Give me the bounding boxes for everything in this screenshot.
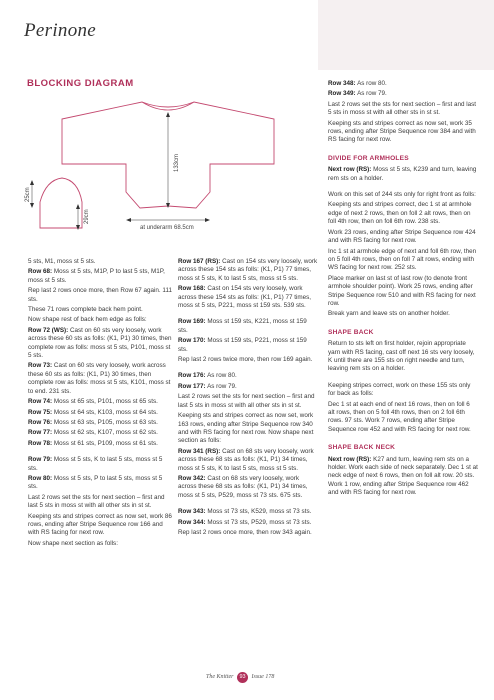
text-line: Keeping sts and stripes correct as now set, work 163 rows, ending after Stripe Sequence row 340 and with RS facing for next row. Now shape next section as folls: — [178, 412, 314, 445]
text-line: Row 75: Moss st 64 sts, K103, moss st 64 sts. — [28, 408, 158, 416]
text-line: Row 79: Moss st 5 sts, K to last 5 sts, moss st 5 sts. — [28, 456, 163, 472]
text-line: Inc 1 st at armhole edge of next and foll 6th row, then on 5 foll 4th rows, then on foll 7 alt rows, ending with WS facing for next row. 252 sts. — [328, 247, 477, 272]
text-line: Work 23 rows, ending after Stripe Sequence row 424 and with RS facing for next row. — [328, 228, 476, 245]
text-line: Row 177: As row 79. — [178, 382, 237, 390]
text-line: Next row (RS): Moss st 5 sts, K239 and turn, leaving rem sts on a holder. — [328, 166, 477, 182]
text-line: Place marker on last st of last row (to denote front armhole shoulder point). Work 25 rows, ending after Stripe Sequence row 510 and with RS facing for next row. — [328, 274, 476, 307]
text-line: Keeping sts and stripes correct as now set, work 35 rows, ending after Stripe Sequence row 384 and with RS facing for next row. — [328, 119, 476, 144]
text-line: These 71 rows complete back hem point. — [28, 306, 143, 314]
text-line: Return to sts left on first holder, rejoin appropriate yarn with RS facing, cast off next 16 sts very loosely, K until there are 155 sts on right needle and turn, leaving rem sts on a holder. — [328, 340, 475, 373]
text-line: Last 2 rows set the sts for next section – first and last 5 sts in moss st with all other sts in st st. — [178, 393, 315, 409]
magazine-name: The Knitter — [206, 674, 234, 680]
text-line: Rep last 2 rows once more, then row 343 again. — [178, 528, 312, 536]
sleeve-height-arrow-bottom — [30, 203, 34, 208]
text-line: Row 80: Moss st 5 sts, P to last 5 sts, moss st 5 sts. — [28, 474, 163, 491]
text-line: Keeping sts and stripes correct as now set, work 86 rows, ending after Stripe Sequence row 166 and with RS facing for next row. — [28, 512, 172, 537]
text-line: Row 78: Moss st 61 sts, P109, moss st 61 sts. — [28, 439, 158, 447]
page-footer — [206, 672, 274, 683]
text-line: Dec 1 st at each end of next 16 rows, then on foll 6 alt rows, then on 5 foll 4th rows, then on 2 foll 6th rows. 97 sts. Work 7 rows, ending after Stripe Sequence row 452 and with RS facing for next row. — [328, 400, 471, 433]
text-line: Next row (RS): K27 and turn, leaving rem sts on a holder. Work each side of neck separately. Dec 1 st at neck edge of next 6 rows, then on foll alt row. 20 sts. Work 1 row, ending after Stripe Sequence row 462 and with RS facing for next row. — [328, 455, 478, 497]
text-line: Row 68: Moss st 5 sts, M1P, P to last 5 sts, M1P, moss st 5 sts. — [28, 268, 165, 284]
width-label: at underarm 68.5cm — [140, 225, 194, 231]
text-line: Row 341 (RS): Cast on 68 sts very loosely, work across these 68 sts as folls: (K1, P1) 34 times, moss st 5 sts, K to last 5 sts, moss st 5 sts. — [178, 447, 314, 472]
text-line: Row 176: As row 80. — [178, 372, 237, 380]
width-arrow-right — [205, 218, 210, 222]
sleeve-width-label: 29cm — [84, 209, 90, 224]
text-line: 5 sts, M1, moss st 5 sts. — [28, 258, 96, 265]
text-line: Work on this set of 244 sts only for right front as folls: — [328, 191, 476, 199]
instructions-column-3 — [328, 80, 478, 500]
text-line: Rep last 2 rows once more, then Row 67 again. 111 sts. — [28, 287, 172, 303]
text-line: Row 342: Cast on 68 sts very loosely, work across these 68 sts as folls: (K1, P1) 34 times, moss st 5 sts, P529, moss st 73 sts. 675 sts. — [178, 474, 308, 499]
text-line: Keeping sts and stripes correct, dec 1 st at armhole edge of next 2 rows, then on foll 2 alt rows, then on foll 4th row, then on foll 6th row. 238 sts. — [328, 201, 472, 226]
text-line: Now shape next section as folls: — [28, 539, 118, 547]
text-line: Rep last 2 rows twice more, then row 169 again. — [178, 356, 313, 364]
text-line: Row 73: Cast on 60 sts very loosely, work across these 60 sts as folls: (K1, P1) 30 times, then complete row as folls: moss st 5 sts, K101, moss st to end. 231 sts. — [28, 362, 171, 395]
text-line: Row 74: Moss st 65 sts, P101, moss st 65 sts. — [28, 398, 158, 406]
issue-number: Issue 178 — [251, 674, 275, 680]
instructions-column-1 — [28, 258, 173, 550]
sleeve-outline — [40, 178, 82, 228]
page-number-badge: 93 — [237, 672, 248, 683]
page-title: Perinone — [24, 20, 97, 41]
width-arrow-left — [126, 218, 131, 222]
text-line: Row 343: Moss st 73 sts, K529, moss st 73 sts. — [178, 508, 312, 516]
sleeve-height-label: 25cm — [25, 187, 31, 202]
text-line: Break yarn and leave sts on another holder. — [328, 310, 450, 318]
text-line: Row 168: Cast on 154 sts very loosely, work across these 154 sts as folls: (K1, P1) 77 times, moss st 5 sts, P221, moss st 159 sts. 539 sts. — [178, 285, 311, 310]
sleeve-height-arrow-top — [30, 180, 34, 185]
section-heading: SHAPE BACK — [328, 328, 374, 336]
blocking-diagram — [0, 90, 318, 260]
text-line: Row 349: As row 79. — [328, 90, 387, 98]
text-line: Row 170: Moss st 159 sts, P221, moss st 159 sts. — [178, 337, 307, 353]
blocking-diagram-heading: BLOCKING DIAGRAM — [27, 78, 134, 89]
text-line: Keeping stripes correct, work on these 155 sts only for back as folls: — [328, 381, 471, 398]
text-line: Row 72 (WS): Cast on 60 sts very loosely, work across these 60 sts as folls: (K1, P1) 30 times, then complete row as folls: moss st 5 sts, P101, moss st 5 sts. — [28, 326, 172, 360]
text-line: Last 2 rows set the sts for next section – first and last 5 sts in moss st with all other sts in st st. — [28, 493, 165, 510]
text-line: Row 76: Moss st 63 sts, P105, moss st 63 sts. — [28, 418, 158, 426]
text-line: Now shape rest of back hem edge as folls: — [28, 316, 147, 324]
section-heading: SHAPE BACK NECK — [328, 444, 396, 452]
length-label: 133cm — [174, 153, 180, 172]
text-line: Last 2 rows set the sts for next section – first and last 5 sts in moss st with all other sts in st st. — [328, 100, 477, 117]
text-line: Row 169: Moss st 159 sts, K221, moss st 159 sts. — [178, 318, 307, 334]
text-line: Row 77: Moss st 62 sts, K107, moss st 62 sts. — [28, 429, 158, 437]
text-line: Row 167 (RS): Cast on 154 sts very loosely, work across these 154 sts as folls: (K1, P1) 77 times, moss st 5 sts, K to last 5 sts, moss st 5 sts. — [178, 258, 318, 282]
text-line: Row 348: As row 80. — [328, 80, 387, 87]
instructions-column-2 — [178, 258, 318, 539]
section-heading: DIVIDE FOR ARMHOLES — [328, 154, 409, 162]
text-line: Row 344: Moss st 73 sts, P529, moss st 73 sts. — [178, 518, 312, 526]
